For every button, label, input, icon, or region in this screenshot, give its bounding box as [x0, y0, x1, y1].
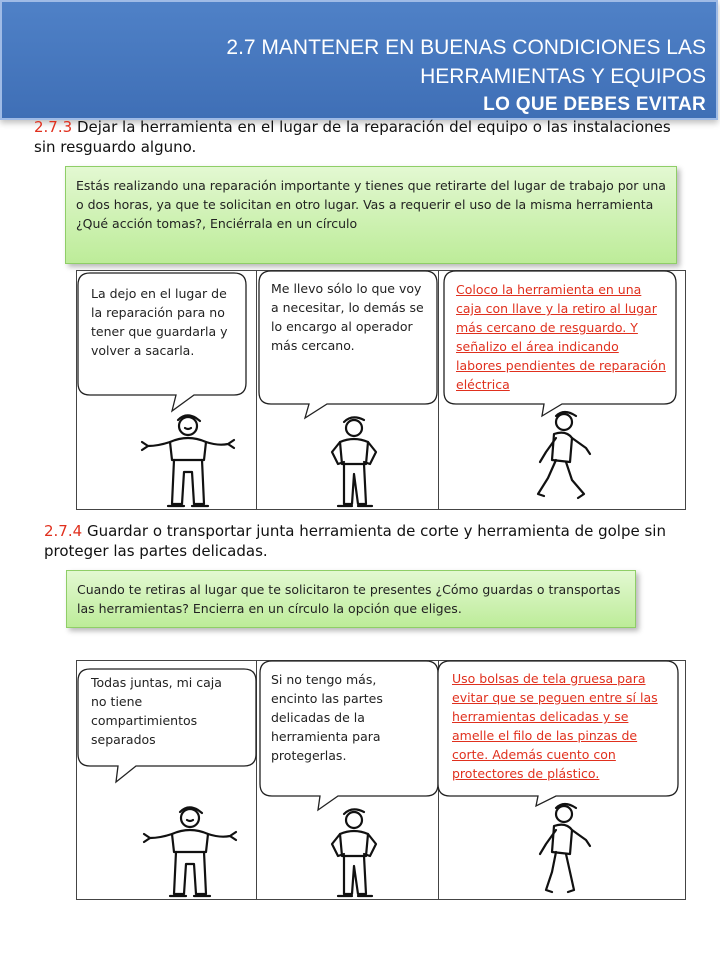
section-number: 2.7.4	[44, 522, 83, 540]
shrugging-man-icon	[138, 804, 248, 904]
shrugging-man-icon	[136, 412, 246, 512]
hands-on-hips-man-icon	[318, 808, 388, 902]
title-line-1: 2.7 MANTENER EN BUENAS CONDICIONES LAS	[226, 36, 706, 59]
question-box-2	[66, 570, 636, 628]
option-text: Coloco la herramienta en una caja con llave y la retiro al lugar más cercano de resguardo. Y señalizo el área indicando labores pendientes de reparación eléctrica	[456, 282, 666, 392]
option-text: Todas juntas, mi caja no tiene compartimientos separados	[91, 675, 222, 747]
section-text-line-2: sin resguardo alguno.	[34, 138, 197, 156]
section-text-line-1: Dejar la herramienta en el lugar de la reparación del equipo o las instalaciones	[76, 118, 671, 136]
section-2-7-4-heading	[44, 521, 714, 561]
question-text: Cuando te retiras al lugar que te solicitaron te presentes ¿Cómo guardas o transportas las herramientas? Encierra en un círculo la opción que eliges.	[77, 582, 621, 616]
speech-bubble-option-b[interactable]	[258, 660, 440, 810]
option-text: Uso bolsas de tela gruesa para evitar que se peguen entre sí las herramientas delicadas y se amelle el filo de las pinzas de corte. Además cuento con protectores de plástico.	[452, 671, 658, 781]
speech-bubble-option-b[interactable]	[257, 270, 439, 412]
option-text: Me llevo sólo lo que voy a necesitar, lo demás se lo encargo al operador más cercano.	[271, 281, 424, 353]
speech-bubble-option-c[interactable]	[442, 270, 678, 410]
option-text: Si no tengo más, encinto las partes delicadas de la herramienta para protegerlas.	[271, 672, 383, 763]
question-text: Estás realizando una reparación importante y tienes que retirarte del lugar de trabajo por una o dos horas, ya que te solicitan en otro lugar. Vas a requerir el uso de la misma herramienta ¿Qué acción tomas?, Enciérrala en un círculo	[76, 178, 666, 231]
speech-bubble-option-a[interactable]	[76, 668, 260, 792]
speech-bubble-option-c[interactable]	[436, 660, 682, 810]
title-line-2: HERRAMIENTAS Y EQUIPOS	[420, 65, 706, 88]
subtitle: LO QUE DEBES EVITAR	[483, 94, 706, 115]
walking-man-icon	[528, 410, 598, 502]
walking-man-icon	[528, 802, 598, 898]
section-2-7-3-heading	[34, 117, 714, 157]
section-text-line-2: proteger las partes delicadas.	[44, 542, 268, 560]
title-banner	[0, 0, 718, 120]
question-box-1	[65, 166, 677, 264]
section-number: 2.7.3	[34, 118, 73, 136]
hands-on-hips-man-icon	[318, 416, 388, 512]
option-text: La dejo en el lugar de la reparación para no tener que guardarla y volver a sacarla.	[91, 286, 228, 358]
speech-bubble-option-a[interactable]	[76, 272, 248, 412]
section-text-line-1: Guardar o transportar junta herramienta de corte y herramienta de golpe sin	[86, 522, 666, 540]
